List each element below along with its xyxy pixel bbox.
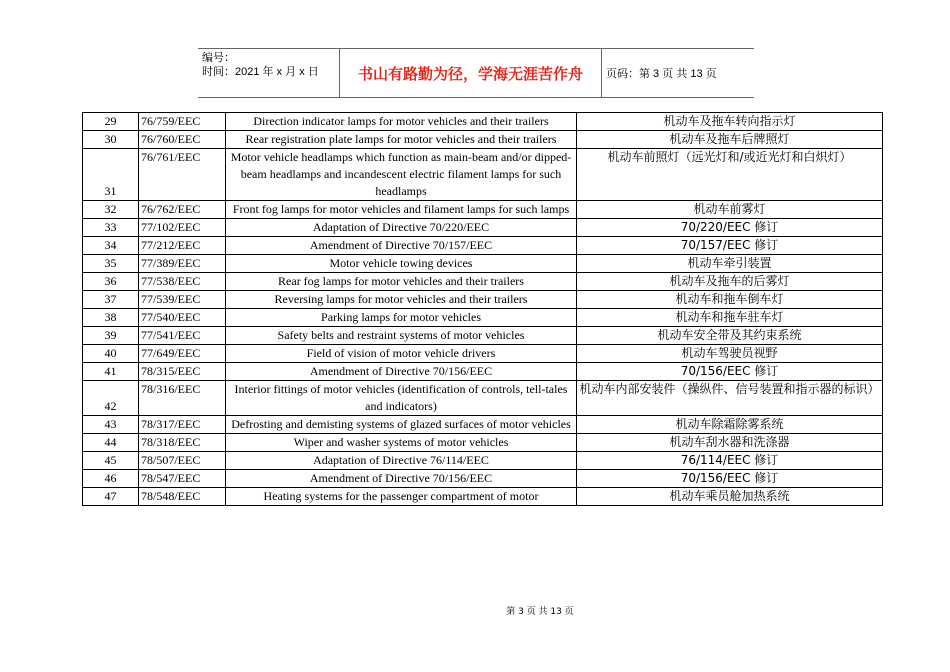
cell-chinese-title: 70/156/EEC 修订 [577, 470, 883, 488]
cell-chinese-title: 机动车乘员舱加热系统 [577, 488, 883, 506]
cell-chinese-title: 机动车及拖车转向指示灯 [577, 113, 883, 131]
cell-number: 42 [83, 381, 139, 416]
header-divider [601, 49, 602, 97]
cell-number: 46 [83, 470, 139, 488]
cell-chinese-title: 机动车内部安装件（操纵件、信号装置和指示器的标识） [577, 381, 883, 416]
table-row [83, 416, 883, 434]
cell-chinese-title: 机动车及拖车的后雾灯 [577, 273, 883, 291]
cell-number: 45 [83, 452, 139, 470]
cell-directive-code: 76/762/EEC [139, 201, 226, 219]
cell-number: 36 [83, 273, 139, 291]
cell-english-title: Reversing lamps for motor vehicles and their trailers [226, 291, 577, 309]
cell-chinese-title: 70/157/EEC 修订 [577, 237, 883, 255]
cell-english-title: Parking lamps for motor vehicles [226, 309, 577, 327]
cell-english-title: Heating systems for the passenger compartment of motor [226, 488, 577, 506]
cell-directive-code: 78/318/EEC [139, 434, 226, 452]
table-row [83, 273, 883, 291]
cell-chinese-title: 机动车牵引装置 [577, 255, 883, 273]
document-number-label: 编号： [202, 52, 235, 64]
cell-english-title: Wiper and washer systems of motor vehicles [226, 434, 577, 452]
directives-table [82, 112, 883, 506]
footer-page-number: 第 3 页 共 13 页 [506, 607, 574, 617]
cell-directive-code: 76/759/EEC [139, 113, 226, 131]
cell-english-title: Adaptation of Directive 70/220/EEC [226, 219, 577, 237]
cell-directive-code: 77/541/EEC [139, 327, 226, 345]
cell-number: 32 [83, 201, 139, 219]
cell-directive-code: 77/539/EEC [139, 291, 226, 309]
cell-directive-code: 78/316/EEC [139, 381, 226, 416]
table-row [83, 327, 883, 345]
table-row [83, 452, 883, 470]
cell-english-title: Amendment of Directive 70/156/EEC [226, 363, 577, 381]
cell-directive-code: 77/389/EEC [139, 255, 226, 273]
cell-number: 31 [83, 149, 139, 201]
cell-english-title: Safety belts and restraint systems of motor vehicles [226, 327, 577, 345]
cell-number: 37 [83, 291, 139, 309]
table-row [83, 470, 883, 488]
page-header [198, 48, 754, 98]
cell-english-title: Rear fog lamps for motor vehicles and their trailers [226, 273, 577, 291]
cell-chinese-title: 机动车和拖车倒车灯 [577, 291, 883, 309]
cell-directive-code: 78/317/EEC [139, 416, 226, 434]
table-row [83, 381, 883, 416]
cell-chinese-title: 机动车驾驶员视野 [577, 345, 883, 363]
cell-chinese-title: 70/156/EEC 修订 [577, 363, 883, 381]
cell-number: 33 [83, 219, 139, 237]
cell-chinese-title: 机动车和拖车驻车灯 [577, 309, 883, 327]
page-footer [0, 604, 950, 617]
cell-english-title: Defrosting and demisting systems of glazed surfaces of motor vehicles [226, 416, 577, 434]
cell-number: 44 [83, 434, 139, 452]
cell-chinese-title: 76/114/EEC 修订 [577, 452, 883, 470]
header-motto: 书山有路勤为径，学海无涯苦作舟 [357, 64, 583, 83]
cell-directive-code: 77/212/EEC [139, 237, 226, 255]
table-row [83, 309, 883, 327]
table-row [83, 255, 883, 273]
cell-chinese-title: 机动车刮水器和洗涤器 [577, 434, 883, 452]
cell-chinese-title: 机动车安全带及其约束系统 [577, 327, 883, 345]
cell-directive-code: 78/548/EEC [139, 488, 226, 506]
table-row [83, 219, 883, 237]
cell-chinese-title: 机动车前照灯（远光灯和/或近光灯和白炽灯） [577, 149, 883, 201]
cell-number: 35 [83, 255, 139, 273]
table-row [83, 201, 883, 219]
cell-directive-code: 78/507/EEC [139, 452, 226, 470]
cell-number: 38 [83, 309, 139, 327]
cell-directive-code: 77/649/EEC [139, 345, 226, 363]
cell-number: 40 [83, 345, 139, 363]
table-row [83, 488, 883, 506]
document-time-label: 时间：2021 年 x 月 x 日 [202, 66, 319, 78]
table-row [83, 131, 883, 149]
table-row [83, 149, 883, 201]
cell-directive-code: 78/315/EEC [139, 363, 226, 381]
cell-directive-code: 76/760/EEC [139, 131, 226, 149]
table-row [83, 434, 883, 452]
header-meta [202, 51, 338, 95]
cell-english-title: Rear registration plate lamps for motor vehicles and their trailers [226, 131, 577, 149]
cell-number: 39 [83, 327, 139, 345]
cell-english-title: Motor vehicle towing devices [226, 255, 577, 273]
cell-chinese-title: 70/220/EEC 修订 [577, 219, 883, 237]
cell-directive-code: 76/761/EEC [139, 149, 226, 201]
header-page-info: 页码：第 3 页 共 13 页 [606, 68, 717, 80]
cell-english-title: Amendment of Directive 70/156/EEC [226, 470, 577, 488]
table-row [83, 237, 883, 255]
cell-directive-code: 77/538/EEC [139, 273, 226, 291]
table-row [83, 363, 883, 381]
table-row [83, 113, 883, 131]
cell-english-title: Motor vehicle headlamps which function as main-beam and/or dipped-beam headlamps and incandescent electric filament lamps for such headlamps [226, 149, 577, 201]
cell-directive-code: 77/540/EEC [139, 309, 226, 327]
cell-number: 30 [83, 131, 139, 149]
cell-english-title: Direction indicator lamps for motor vehicles and their trailers [226, 113, 577, 131]
cell-chinese-title: 机动车前雾灯 [577, 201, 883, 219]
cell-chinese-title: 机动车除霜除雾系统 [577, 416, 883, 434]
cell-chinese-title: 机动车及拖车后牌照灯 [577, 131, 883, 149]
cell-english-title: Front fog lamps for motor vehicles and filament lamps for such lamps [226, 201, 577, 219]
cell-directive-code: 77/102/EEC [139, 219, 226, 237]
cell-english-title: Adaptation of Directive 76/114/EEC [226, 452, 577, 470]
directives-table-body [83, 113, 883, 506]
cell-number: 43 [83, 416, 139, 434]
cell-english-title: Field of vision of motor vehicle drivers [226, 345, 577, 363]
cell-english-title: Amendment of Directive 70/157/EEC [226, 237, 577, 255]
cell-number: 41 [83, 363, 139, 381]
table-row [83, 291, 883, 309]
table-row [83, 345, 883, 363]
cell-number: 47 [83, 488, 139, 506]
cell-number: 29 [83, 113, 139, 131]
cell-number: 34 [83, 237, 139, 255]
cell-directive-code: 78/547/EEC [139, 470, 226, 488]
cell-english-title: Interior fittings of motor vehicles (identification of controls, tell-tales and indicators) [226, 381, 577, 416]
